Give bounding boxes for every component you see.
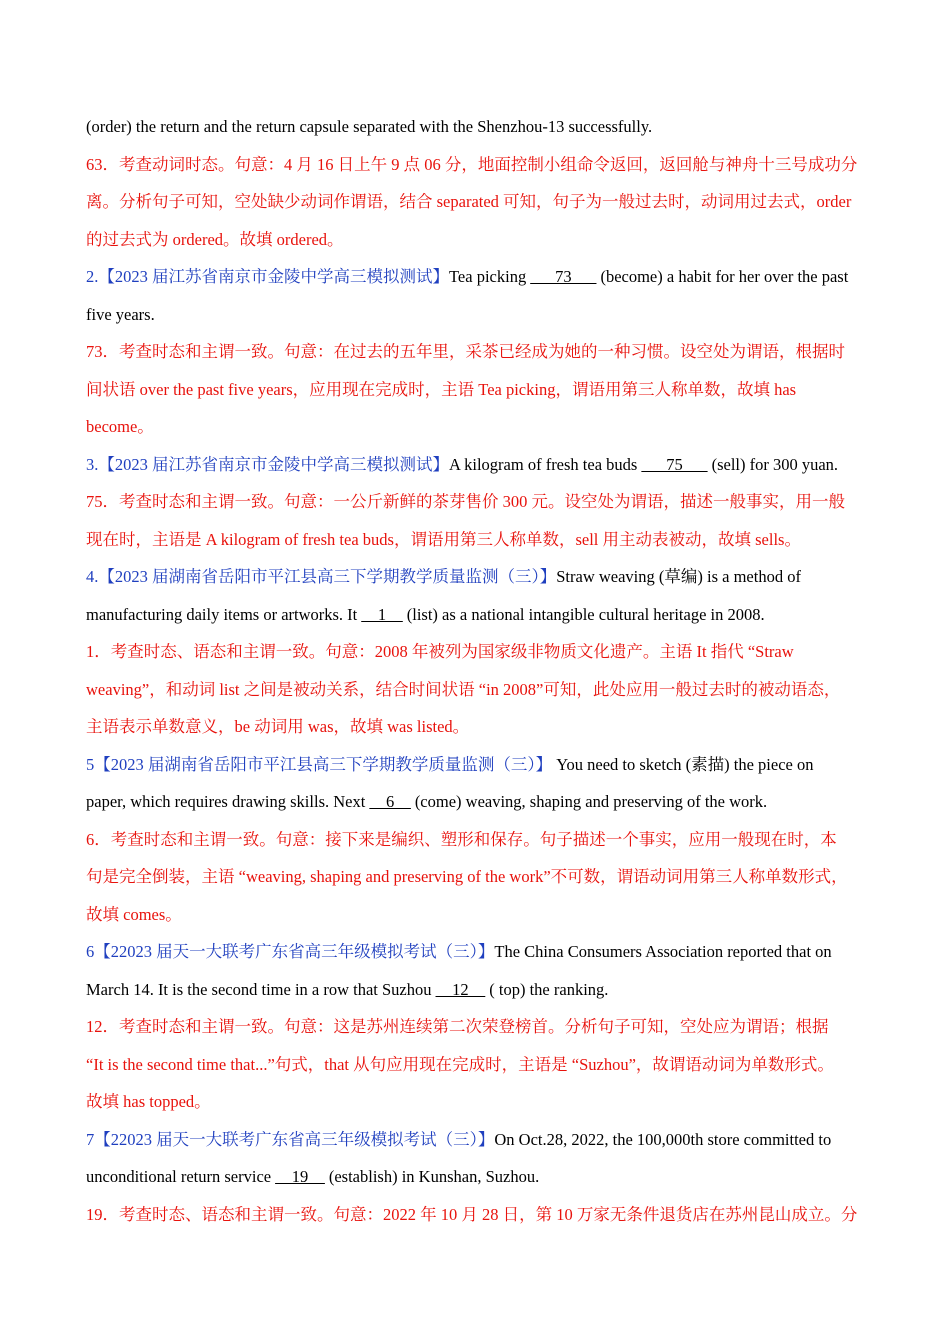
question-line bbox=[86, 783, 868, 821]
answer-line: “It is the second time that...”句式，that 从句应用现在完成时，主语是 “Suzhou”，故谓语动词为单数形式。 bbox=[86, 1054, 834, 1074]
answer-line: 75．考查时态和主谓一致。句意：一公斤新鲜的茶芽售价 300 元。设空处为谓语，描述一般事实，用一般 bbox=[86, 492, 845, 511]
question-text: You need to sketch (素描) the piece on bbox=[552, 754, 814, 774]
answer-blank: ___73___ bbox=[530, 267, 597, 286]
question-line bbox=[86, 558, 868, 596]
question-line bbox=[86, 746, 868, 784]
question-6 bbox=[86, 933, 868, 1008]
answer-line: 12．考查时态和主谓一致。句意：这是苏州连续第二次荣登榜首。分析句子可知，空处应为谓语；根据 bbox=[86, 1017, 829, 1036]
question-text: March 14. It is the second time in a row that Suzhou bbox=[86, 979, 436, 999]
question-text: (come) weaving, shaping and preserving of the work. bbox=[410, 792, 768, 811]
question-source: 【2023 届湖南省岳阳市平江县高三下学期教学质量监测（三）】 bbox=[94, 754, 553, 774]
question-source: 【22023 届天一大联考广东省高三年级模拟考试（三）】 bbox=[94, 1129, 495, 1149]
question-line bbox=[86, 596, 868, 634]
question-number: 4. bbox=[86, 567, 99, 586]
question-3 bbox=[86, 446, 868, 484]
answer-blank: __12__ bbox=[435, 979, 486, 999]
answer-blank: __19__ bbox=[275, 1167, 325, 1186]
answer-73 bbox=[86, 333, 868, 446]
answer-line: 句是完全倒装，主语 “weaving, shaping and preserving of the work”不可数，谓语动词用第三人称单数形式， bbox=[86, 867, 848, 886]
question-text: (establish) in Kunshan, Suzhou. bbox=[324, 1167, 540, 1186]
answer-line: 1．考查时态、语态和主谓一致。句意：2008 年被列为国家级非物质文化遗产。主语 It 指代 “Straw bbox=[86, 642, 794, 661]
question-text: On Oct.28, 2022, the 100,000th store committed to bbox=[494, 1129, 832, 1149]
answer-19 bbox=[86, 1196, 868, 1234]
answer-63 bbox=[86, 146, 868, 259]
question-text: unconditional return service bbox=[86, 1167, 276, 1186]
answer-blank: __6__ bbox=[369, 792, 411, 811]
question-line bbox=[86, 971, 868, 1009]
question-text: Tea picking bbox=[449, 267, 531, 286]
question-text: paper, which requires drawing skills. Next bbox=[86, 792, 370, 811]
answer-line: 现在时，主语是 A kilogram of fresh tea buds，谓语用第三人称单数，sell 用主动表被动，故填 sells。 bbox=[86, 529, 801, 549]
answer-blank: ___75___ bbox=[641, 454, 708, 474]
question-text: Straw weaving (草编) is a method of bbox=[556, 567, 801, 586]
answer-line: weaving”，和动词 list 之间是被动关系，结合时间状语 “in 2008”可知，此处应用一般过去时的被动语态， bbox=[86, 679, 841, 699]
question-number: 5 bbox=[86, 754, 95, 774]
answer-line: 6．考查时态和主谓一致。句意：接下来是编织、塑形和保存。句子描述一个事实，应用一般现在时，本 bbox=[86, 829, 837, 849]
question-source: 【2023 届江苏省南京市金陵中学高三模拟测试】 bbox=[98, 454, 449, 474]
question-line bbox=[86, 1158, 868, 1196]
question-line: five years. bbox=[86, 304, 155, 324]
question-number: 6 bbox=[86, 942, 95, 961]
question-source: 【2023 届江苏省南京市金陵中学高三模拟测试】 bbox=[98, 267, 449, 286]
answer-line: 主语表示单数意义，be 动词用 was，故填 was listed。 bbox=[86, 717, 470, 736]
question-7 bbox=[86, 1121, 868, 1196]
question-text: ( top) the ranking. bbox=[485, 979, 609, 999]
question-source: 【22023 届天一大联考广东省高三年级模拟考试（三）】 bbox=[94, 942, 495, 961]
question-text: A kilogram of fresh tea buds bbox=[449, 454, 642, 474]
answer-75 bbox=[86, 483, 868, 558]
question-number: 7 bbox=[86, 1129, 95, 1149]
answer-line: 离。分析句子可知，空处缺少动词作谓语，结合 separated 可知，句子为一般过去时，动词用过去式，order bbox=[86, 192, 852, 211]
answer-line: 19．考查时态、语态和主谓一致。句意：2022 年 10 月 28 日，第 10 万家无条件退货店在苏州昆山成立。分 bbox=[86, 1204, 858, 1224]
answer-blank: __1__ bbox=[361, 604, 403, 624]
answer-line: become。 bbox=[86, 417, 154, 436]
question-2 bbox=[86, 258, 868, 333]
answer-12 bbox=[86, 1008, 868, 1121]
question-4 bbox=[86, 558, 868, 633]
question-line bbox=[86, 933, 868, 971]
document-page bbox=[86, 108, 868, 1233]
question-62-tail: (order) the return and the return capsule separated with the Shenzhou-13 successfully. bbox=[86, 117, 653, 136]
answer-line: 故填 has topped。 bbox=[86, 1092, 211, 1111]
answer-line: 63．考查动词时态。句意：4 月 16 日上午 9 点 06 分，地面控制小组命令返回，返回舱与神舟十三号成功分 bbox=[86, 154, 858, 174]
question-text: The China Consumers Association reported that on bbox=[494, 942, 832, 961]
answer-6 bbox=[86, 821, 868, 934]
answer-line: 73．考查时态和主谓一致。句意：在过去的五年里，采茶已经成为她的一种习惯。设空处为谓语，根据时 bbox=[86, 342, 845, 361]
answer-1 bbox=[86, 633, 868, 746]
question-number: 2. bbox=[86, 267, 99, 286]
answer-line: 故填 comes。 bbox=[86, 904, 182, 924]
question-5 bbox=[86, 746, 868, 821]
question-source: 【2023 届湖南省岳阳市平江县高三下学期教学质量监测（三）】 bbox=[98, 567, 557, 586]
question-line bbox=[86, 1121, 868, 1159]
question-text: (list) as a national intangible cultural heritage in 2008. bbox=[402, 604, 765, 624]
question-text: (become) a habit for her over the past bbox=[596, 267, 849, 286]
question-line bbox=[86, 446, 868, 484]
answer-line: 的过去式为 ordered。故填 ordered。 bbox=[86, 229, 344, 249]
question-text: (sell) for 300 yuan. bbox=[707, 454, 839, 474]
question-text: manufacturing daily items or artworks. It bbox=[86, 604, 362, 624]
question-number: 3. bbox=[86, 454, 99, 474]
answer-line: 间状语 over the past five years，应用现在完成时，主语 Tea picking，谓语用第三人称单数，故填 has bbox=[86, 379, 797, 399]
question-line bbox=[86, 258, 868, 296]
